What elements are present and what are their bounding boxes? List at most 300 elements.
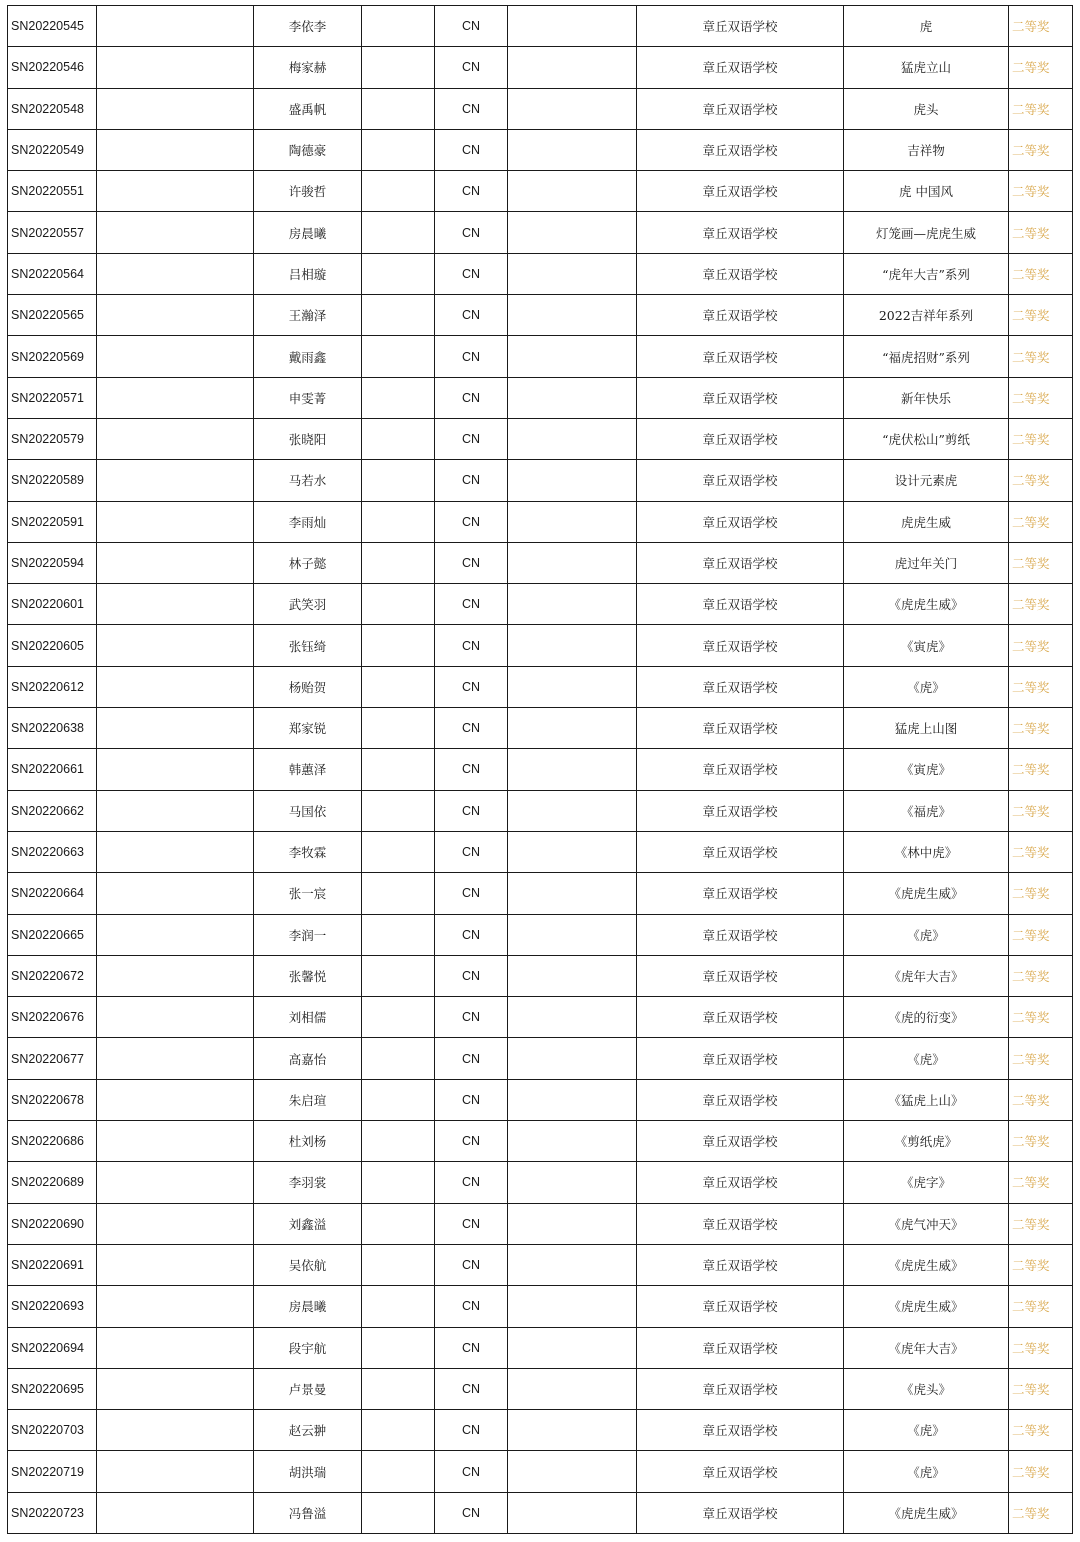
empty-cell [97, 1492, 254, 1533]
empty-cell [362, 1327, 435, 1368]
empty-cell [97, 295, 254, 336]
country-cell: CN [435, 377, 508, 418]
empty-cell [362, 1286, 435, 1327]
student-name-cell: 卢景曼 [254, 1368, 362, 1409]
country-cell: CN [435, 749, 508, 790]
student-name-cell: 吴依航 [254, 1244, 362, 1285]
school-cell: 章丘双语学校 [637, 914, 844, 955]
artwork-title-cell: 《虎》 [844, 1038, 1009, 1079]
school-cell: 章丘双语学校 [637, 584, 844, 625]
table-row [8, 749, 1073, 790]
table-row [8, 1492, 1073, 1533]
empty-cell [362, 584, 435, 625]
student-name-cell: 林子懿 [254, 542, 362, 583]
prize-cell: 二等奖 [1009, 625, 1073, 666]
country-cell: CN [435, 171, 508, 212]
serial-number-cell: SN20220663 [8, 831, 97, 872]
table-row [8, 831, 1073, 872]
empty-cell [508, 1286, 637, 1327]
empty-cell [97, 1203, 254, 1244]
country-cell: CN [435, 708, 508, 749]
school-cell: 章丘双语学校 [637, 129, 844, 170]
empty-cell [508, 831, 637, 872]
artwork-title-cell: 吉祥物 [844, 129, 1009, 170]
artwork-title-cell: 猛虎上山图 [844, 708, 1009, 749]
prize-cell: 二等奖 [1009, 212, 1073, 253]
serial-number-cell: SN20220672 [8, 955, 97, 996]
serial-number-cell: SN20220695 [8, 1368, 97, 1409]
empty-cell [362, 377, 435, 418]
serial-number-cell: SN20220594 [8, 542, 97, 583]
student-name-cell: 张晓阳 [254, 418, 362, 459]
empty-cell [508, 749, 637, 790]
empty-cell [97, 1286, 254, 1327]
country-cell: CN [435, 1203, 508, 1244]
student-name-cell: 李牧霖 [254, 831, 362, 872]
empty-cell [508, 1368, 637, 1409]
serial-number-cell: SN20220693 [8, 1286, 97, 1327]
country-cell: CN [435, 295, 508, 336]
artwork-title-cell: 虎 中国风 [844, 171, 1009, 212]
country-cell: CN [435, 47, 508, 88]
serial-number-cell: SN20220569 [8, 336, 97, 377]
empty-cell [508, 873, 637, 914]
student-name-cell: 申雯菁 [254, 377, 362, 418]
empty-cell [362, 129, 435, 170]
prize-cell: 二等奖 [1009, 1038, 1073, 1079]
empty-cell [97, 418, 254, 459]
empty-cell [97, 212, 254, 253]
student-name-cell: 胡洪瑞 [254, 1451, 362, 1492]
artwork-title-cell: 《虎字》 [844, 1162, 1009, 1203]
empty-cell [508, 1410, 637, 1451]
serial-number-cell: SN20220676 [8, 997, 97, 1038]
country-cell: CN [435, 1492, 508, 1533]
empty-cell [362, 1162, 435, 1203]
prize-cell: 二等奖 [1009, 1203, 1073, 1244]
empty-cell [508, 666, 637, 707]
empty-cell [97, 873, 254, 914]
student-name-cell: 李依李 [254, 6, 362, 47]
empty-cell [97, 1121, 254, 1162]
artwork-title-cell: “福虎招财”系列 [844, 336, 1009, 377]
empty-cell [362, 1203, 435, 1244]
artwork-title-cell: 《林中虎》 [844, 831, 1009, 872]
empty-cell [362, 47, 435, 88]
table-row [8, 873, 1073, 914]
serial-number-cell: SN20220703 [8, 1410, 97, 1451]
table-row [8, 1244, 1073, 1285]
empty-cell [362, 873, 435, 914]
empty-cell [97, 955, 254, 996]
empty-cell [362, 955, 435, 996]
student-name-cell: 杜刘杨 [254, 1121, 362, 1162]
student-name-cell: 盛禹帆 [254, 88, 362, 129]
school-cell: 章丘双语学校 [637, 542, 844, 583]
empty-cell [362, 460, 435, 501]
serial-number-cell: SN20220664 [8, 873, 97, 914]
table-row [8, 666, 1073, 707]
table-row [8, 336, 1073, 377]
table-row [8, 418, 1073, 459]
prize-cell: 二等奖 [1009, 129, 1073, 170]
serial-number-cell: SN20220557 [8, 212, 97, 253]
serial-number-cell: SN20220551 [8, 171, 97, 212]
table-row [8, 212, 1073, 253]
serial-number-cell: SN20220691 [8, 1244, 97, 1285]
empty-cell [508, 955, 637, 996]
artwork-title-cell: 《虎》 [844, 666, 1009, 707]
empty-cell [97, 1327, 254, 1368]
prize-cell: 二等奖 [1009, 1368, 1073, 1409]
student-name-cell: 陶德豪 [254, 129, 362, 170]
table-row [8, 129, 1073, 170]
serial-number-cell: SN20220689 [8, 1162, 97, 1203]
prize-cell: 二等奖 [1009, 1492, 1073, 1533]
empty-cell [362, 418, 435, 459]
artwork-title-cell: “虎年大吉”系列 [844, 253, 1009, 294]
student-name-cell: 刘相儒 [254, 997, 362, 1038]
prize-cell: 二等奖 [1009, 501, 1073, 542]
school-cell: 章丘双语学校 [637, 171, 844, 212]
empty-cell [508, 129, 637, 170]
student-name-cell: 张馨悦 [254, 955, 362, 996]
student-name-cell: 张一宸 [254, 873, 362, 914]
serial-number-cell: SN20220638 [8, 708, 97, 749]
school-cell: 章丘双语学校 [637, 625, 844, 666]
artwork-title-cell: 《虎年大吉》 [844, 955, 1009, 996]
prize-cell: 二等奖 [1009, 88, 1073, 129]
school-cell: 章丘双语学校 [637, 1244, 844, 1285]
empty-cell [97, 1451, 254, 1492]
serial-number-cell: SN20220564 [8, 253, 97, 294]
serial-number-cell: SN20220565 [8, 295, 97, 336]
artwork-title-cell: 《虎气冲天》 [844, 1203, 1009, 1244]
student-name-cell: 杨贻贺 [254, 666, 362, 707]
serial-number-cell: SN20220589 [8, 460, 97, 501]
school-cell: 章丘双语学校 [637, 1079, 844, 1120]
empty-cell [508, 790, 637, 831]
prize-cell: 二等奖 [1009, 831, 1073, 872]
empty-cell [97, 47, 254, 88]
table-row [8, 1038, 1073, 1079]
student-name-cell: 马若水 [254, 460, 362, 501]
serial-number-cell: SN20220601 [8, 584, 97, 625]
empty-cell [97, 129, 254, 170]
empty-cell [508, 914, 637, 955]
empty-cell [508, 171, 637, 212]
empty-cell [97, 253, 254, 294]
serial-number-cell: SN20220665 [8, 914, 97, 955]
serial-number-cell: SN20220591 [8, 501, 97, 542]
artwork-title-cell: 《福虎》 [844, 790, 1009, 831]
student-name-cell: 梅家赫 [254, 47, 362, 88]
student-name-cell: 冯鲁溢 [254, 1492, 362, 1533]
country-cell: CN [435, 1038, 508, 1079]
empty-cell [508, 6, 637, 47]
country-cell: CN [435, 418, 508, 459]
prize-cell: 二等奖 [1009, 1121, 1073, 1162]
empty-cell [362, 1368, 435, 1409]
school-cell: 章丘双语学校 [637, 666, 844, 707]
empty-cell [97, 831, 254, 872]
country-cell: CN [435, 88, 508, 129]
country-cell: CN [435, 1410, 508, 1451]
empty-cell [508, 625, 637, 666]
serial-number-cell: SN20220723 [8, 1492, 97, 1533]
artwork-title-cell: 《寅虎》 [844, 625, 1009, 666]
table-row [8, 997, 1073, 1038]
student-name-cell: 郑家锐 [254, 708, 362, 749]
artwork-title-cell: 《剪纸虎》 [844, 1121, 1009, 1162]
table-row [8, 542, 1073, 583]
table-row [8, 790, 1073, 831]
empty-cell [362, 1451, 435, 1492]
prize-cell: 二等奖 [1009, 295, 1073, 336]
empty-cell [362, 749, 435, 790]
school-cell: 章丘双语学校 [637, 336, 844, 377]
empty-cell [508, 1492, 637, 1533]
prize-cell: 二等奖 [1009, 1162, 1073, 1203]
school-cell: 章丘双语学校 [637, 1162, 844, 1203]
prize-cell: 二等奖 [1009, 171, 1073, 212]
table-row [8, 1368, 1073, 1409]
country-cell: CN [435, 1368, 508, 1409]
empty-cell [362, 253, 435, 294]
artwork-title-cell: 灯笼画—虎虎生威 [844, 212, 1009, 253]
school-cell: 章丘双语学校 [637, 708, 844, 749]
school-cell: 章丘双语学校 [637, 6, 844, 47]
student-name-cell: 房晨曦 [254, 212, 362, 253]
serial-number-cell: SN20220571 [8, 377, 97, 418]
table-row [8, 625, 1073, 666]
country-cell: CN [435, 1327, 508, 1368]
prize-cell: 二等奖 [1009, 6, 1073, 47]
empty-cell [97, 1038, 254, 1079]
student-name-cell: 张钰绮 [254, 625, 362, 666]
empty-cell [362, 1244, 435, 1285]
empty-cell [97, 1079, 254, 1120]
empty-cell [508, 1203, 637, 1244]
school-cell: 章丘双语学校 [637, 749, 844, 790]
empty-cell [97, 1244, 254, 1285]
empty-cell [97, 666, 254, 707]
artwork-title-cell: 《虎》 [844, 1451, 1009, 1492]
student-name-cell: 高嘉怡 [254, 1038, 362, 1079]
artwork-title-cell: 《寅虎》 [844, 749, 1009, 790]
student-name-cell: 刘鑫溢 [254, 1203, 362, 1244]
empty-cell [97, 501, 254, 542]
empty-cell [362, 790, 435, 831]
table-row [8, 1121, 1073, 1162]
country-cell: CN [435, 129, 508, 170]
prize-cell: 二等奖 [1009, 873, 1073, 914]
empty-cell [508, 295, 637, 336]
empty-cell [508, 584, 637, 625]
empty-cell [97, 1162, 254, 1203]
empty-cell [97, 6, 254, 47]
prize-cell: 二等奖 [1009, 708, 1073, 749]
school-cell: 章丘双语学校 [637, 88, 844, 129]
country-cell: CN [435, 666, 508, 707]
country-cell: CN [435, 1244, 508, 1285]
table-row [8, 501, 1073, 542]
serial-number-cell: SN20220694 [8, 1327, 97, 1368]
school-cell: 章丘双语学校 [637, 501, 844, 542]
table-row [8, 955, 1073, 996]
empty-cell [362, 295, 435, 336]
empty-cell [362, 1038, 435, 1079]
school-cell: 章丘双语学校 [637, 212, 844, 253]
table-row [8, 460, 1073, 501]
table-row [8, 47, 1073, 88]
school-cell: 章丘双语学校 [637, 460, 844, 501]
artwork-title-cell: 《虎虎生威》 [844, 584, 1009, 625]
country-cell: CN [435, 873, 508, 914]
empty-cell [508, 708, 637, 749]
school-cell: 章丘双语学校 [637, 1327, 844, 1368]
artwork-title-cell: 《虎虎生威》 [844, 873, 1009, 914]
empty-cell [97, 790, 254, 831]
country-cell: CN [435, 1162, 508, 1203]
artwork-title-cell: 《虎头》 [844, 1368, 1009, 1409]
prize-cell: 二等奖 [1009, 1286, 1073, 1327]
country-cell: CN [435, 6, 508, 47]
country-cell: CN [435, 1121, 508, 1162]
empty-cell [508, 212, 637, 253]
artwork-title-cell: 《虎虎生威》 [844, 1286, 1009, 1327]
serial-number-cell: SN20220686 [8, 1121, 97, 1162]
empty-cell [508, 418, 637, 459]
prize-cell: 二等奖 [1009, 47, 1073, 88]
school-cell: 章丘双语学校 [637, 377, 844, 418]
prize-cell: 二等奖 [1009, 790, 1073, 831]
prize-cell: 二等奖 [1009, 914, 1073, 955]
prize-cell: 二等奖 [1009, 749, 1073, 790]
empty-cell [97, 377, 254, 418]
school-cell: 章丘双语学校 [637, 831, 844, 872]
table-row [8, 1286, 1073, 1327]
empty-cell [362, 501, 435, 542]
empty-cell [508, 88, 637, 129]
artwork-title-cell: 虎 [844, 6, 1009, 47]
empty-cell [362, 88, 435, 129]
empty-cell [97, 1368, 254, 1409]
prize-cell: 二等奖 [1009, 253, 1073, 294]
empty-cell [508, 1327, 637, 1368]
country-cell: CN [435, 460, 508, 501]
school-cell: 章丘双语学校 [637, 1368, 844, 1409]
empty-cell [362, 1492, 435, 1533]
empty-cell [362, 997, 435, 1038]
table-row [8, 1410, 1073, 1451]
table-row [8, 914, 1073, 955]
serial-number-cell: SN20220545 [8, 6, 97, 47]
serial-number-cell: SN20220690 [8, 1203, 97, 1244]
student-name-cell: 段宇航 [254, 1327, 362, 1368]
serial-number-cell: SN20220661 [8, 749, 97, 790]
table-row [8, 1203, 1073, 1244]
school-cell: 章丘双语学校 [637, 253, 844, 294]
school-cell: 章丘双语学校 [637, 1038, 844, 1079]
student-name-cell: 赵云翀 [254, 1410, 362, 1451]
serial-number-cell: SN20220719 [8, 1451, 97, 1492]
student-name-cell: 朱启瑄 [254, 1079, 362, 1120]
student-name-cell: 吕相璇 [254, 253, 362, 294]
empty-cell [362, 625, 435, 666]
school-cell: 章丘双语学校 [637, 418, 844, 459]
results-table-body [8, 6, 1073, 1534]
student-name-cell: 王瀚泽 [254, 295, 362, 336]
artwork-title-cell: 《虎虎生威》 [844, 1492, 1009, 1533]
results-table [7, 5, 1073, 1534]
empty-cell [362, 1079, 435, 1120]
artwork-title-cell: 《虎》 [844, 914, 1009, 955]
prize-cell: 二等奖 [1009, 542, 1073, 583]
empty-cell [97, 584, 254, 625]
school-cell: 章丘双语学校 [637, 1121, 844, 1162]
school-cell: 章丘双语学校 [637, 873, 844, 914]
prize-cell: 二等奖 [1009, 1451, 1073, 1492]
empty-cell [508, 336, 637, 377]
prize-cell: 二等奖 [1009, 336, 1073, 377]
serial-number-cell: SN20220549 [8, 129, 97, 170]
serial-number-cell: SN20220548 [8, 88, 97, 129]
table-row [8, 295, 1073, 336]
empty-cell [362, 6, 435, 47]
school-cell: 章丘双语学校 [637, 1451, 844, 1492]
empty-cell [508, 47, 637, 88]
empty-cell [97, 88, 254, 129]
country-cell: CN [435, 501, 508, 542]
country-cell: CN [435, 542, 508, 583]
school-cell: 章丘双语学校 [637, 1410, 844, 1451]
empty-cell [97, 749, 254, 790]
table-row [8, 171, 1073, 212]
empty-cell [362, 914, 435, 955]
artwork-title-cell: 新年快乐 [844, 377, 1009, 418]
student-name-cell: 李羽裳 [254, 1162, 362, 1203]
empty-cell [508, 1451, 637, 1492]
table-row [8, 88, 1073, 129]
school-cell: 章丘双语学校 [637, 1203, 844, 1244]
country-cell: CN [435, 1079, 508, 1120]
prize-cell: 二等奖 [1009, 584, 1073, 625]
prize-cell: 二等奖 [1009, 1327, 1073, 1368]
artwork-title-cell: 虎头 [844, 88, 1009, 129]
school-cell: 章丘双语学校 [637, 955, 844, 996]
empty-cell [508, 501, 637, 542]
artwork-title-cell: 《虎年大吉》 [844, 1327, 1009, 1368]
country-cell: CN [435, 584, 508, 625]
student-name-cell: 许骏哲 [254, 171, 362, 212]
empty-cell [97, 460, 254, 501]
school-cell: 章丘双语学校 [637, 997, 844, 1038]
empty-cell [362, 1121, 435, 1162]
prize-cell: 二等奖 [1009, 997, 1073, 1038]
country-cell: CN [435, 1451, 508, 1492]
school-cell: 章丘双语学校 [637, 1492, 844, 1533]
country-cell: CN [435, 831, 508, 872]
prize-cell: 二等奖 [1009, 377, 1073, 418]
artwork-title-cell: 虎过年关门 [844, 542, 1009, 583]
student-name-cell: 马国依 [254, 790, 362, 831]
empty-cell [508, 997, 637, 1038]
empty-cell [508, 253, 637, 294]
table-row [8, 6, 1073, 47]
serial-number-cell: SN20220678 [8, 1079, 97, 1120]
table-row [8, 1079, 1073, 1120]
